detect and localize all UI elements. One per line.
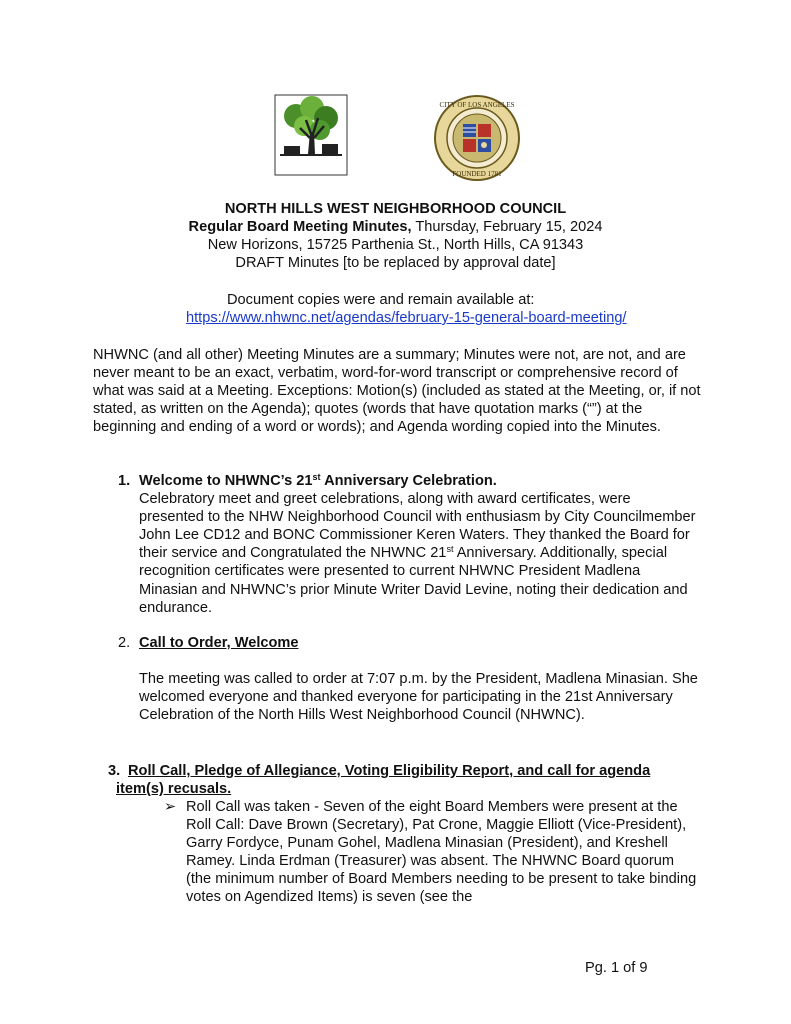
item-1-title [139, 472, 699, 490]
item-3-title-line1: Roll Call, Pledge of Allegiance, Voting Eligibility Report, and call for agenda [128, 763, 651, 779]
item-2-content [139, 634, 699, 724]
agenda-link[interactable]: https://www.nhwnc.net/agendas/february-15-general-board-meeting/ [186, 310, 627, 326]
item-1-body-a: Celebratory meet and greet celebrations, along with award certificates, were presented to the NHW Neighborhood Council with enthusiasm by City Councilmember John Lee CD12 and BONC Commissioner Keren Waters. They thanked the Board for their service and Congratulated the NHWNC 21 [139, 491, 696, 562]
meeting-location: New Horizons, 15725 Parthenia St., North Hills, CA 91343 [207, 237, 584, 253]
document-header [0, 200, 791, 272]
meeting-type: Regular Board Meeting Minutes, [188, 219, 412, 235]
item-2-number: 2. [118, 635, 131, 651]
item-2-body: The meeting was called to order at 7:07 p.m. by the President, Madlena Minasian. She welcomed everyone and thanked everyone for participating in the 21st Anniversary Celebration of the North Hills West Neighborhood Council (NHWNC). [139, 671, 698, 724]
intro-paragraph: NHWNC (and all other) Meeting Minutes are a summary; Minutes were not, are not, and are never meant to be an exact, verbatim, word-for-word transcript or comprehensive record of what was said at a Meeting. Exceptions: Motion(s) (included as stated at the Meeting, or, if not stated, as written on the Agenda); quotes (words that have quotation marks (“”) at the beginning and ending of a word or words); and Agenda wording copied into the Minutes. [93, 347, 701, 436]
meeting-date: Thursday, February 15, 2024 [411, 219, 603, 235]
item-3-title-line2: item(s) recusals. [116, 781, 232, 797]
draft-note: DRAFT Minutes [to be replaced by approval date] [235, 255, 556, 271]
org-name: NORTH HILLS WEST NEIGHBORHOOD COUNCIL [224, 201, 567, 217]
roll-call-text: Roll Call was taken - Seven of the eight Board Members were present at the Roll Call: Dave Brown (Secretary), Pat Crone, Maggie Elliott (Vice-President), Garry Fordyce, Punam Gohel, Madlena Minasian (President), and Kreshell Ramey. Linda Erdman (Treasurer) was absent. The NHWNC Board quorum (the minimum number of Board Members needing to be present to take binding votes on Agendized Items) is seven (see the [186, 799, 697, 906]
item-1-body-sup: st [446, 544, 454, 555]
item-1-content [139, 472, 699, 617]
item-1-body [139, 490, 699, 617]
city-seal-logo [433, 94, 521, 182]
item-1-number: 1. [118, 473, 131, 489]
bullet-arrow-icon: ➢ [164, 799, 177, 815]
page-number: Pg. 1 of 9 [585, 960, 648, 976]
logos-row [0, 94, 791, 184]
item-2-title: Call to Order, Welcome [139, 635, 299, 651]
item-1-body-b: Anniversary. Additionally, special recognition certificates were presented to current NHWNC President Madlena Minasian and NHWNC’s prior Minute Writer David Levine, noting their dedication and endurance. [139, 545, 688, 616]
seal-top-text: CITY OF LOS ANGELES [439, 101, 515, 109]
item-1-title-sup: st [312, 472, 321, 482]
item-3-number: 3. [108, 763, 121, 779]
item-1-title-b: Anniversary Celebration. [320, 473, 497, 489]
meeting-line [0, 218, 791, 236]
nhwnc-logo [274, 94, 348, 176]
seal-bottom-text: FOUNDED 1781 [452, 170, 502, 178]
copies-label: Document copies were and remain available at: [227, 292, 535, 308]
item-1-title-a: Welcome to NHWNC’s 21 [139, 473, 313, 489]
